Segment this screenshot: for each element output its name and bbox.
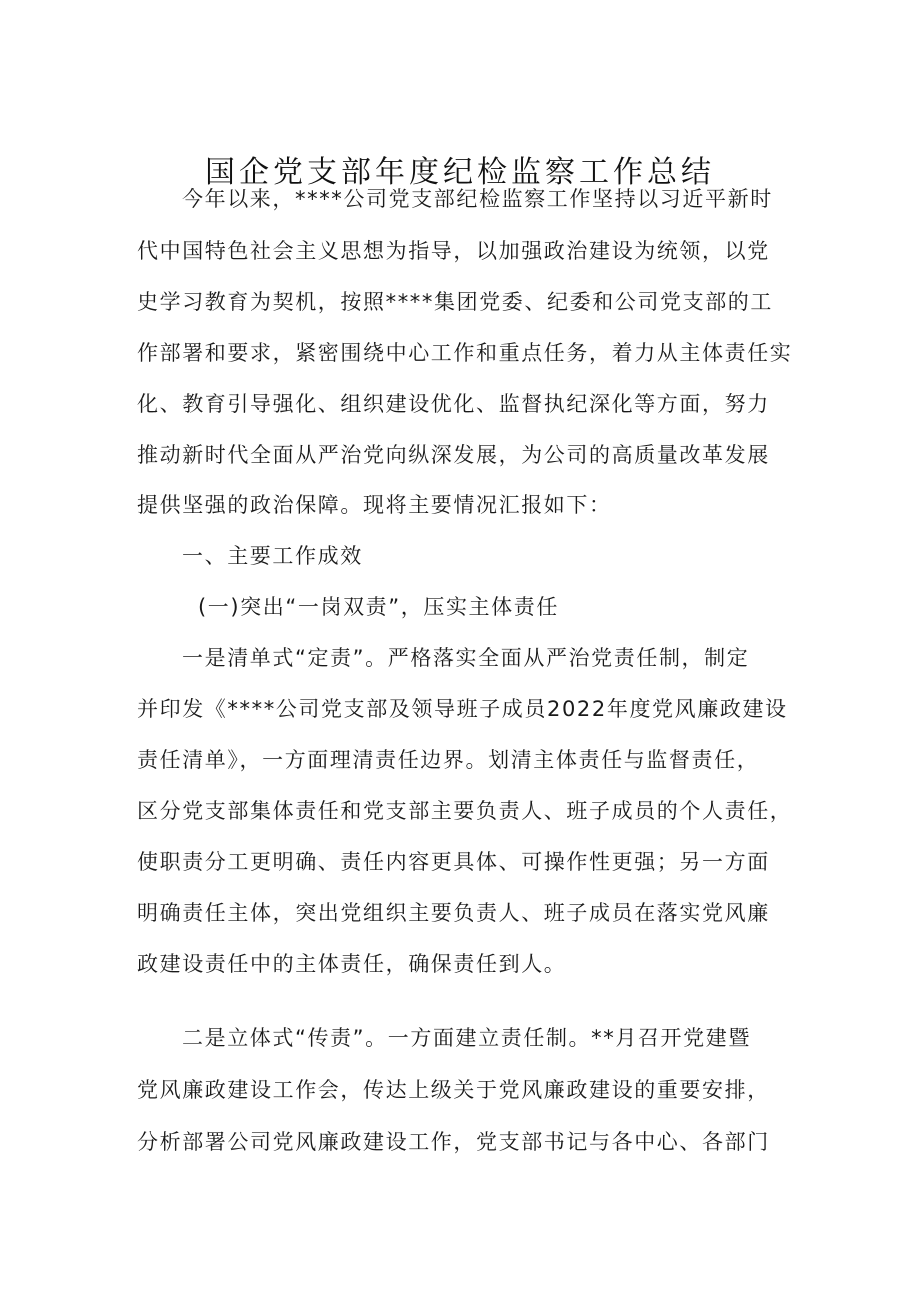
paragraph-line: 作部署和要求，紧密围绕中心工作和重点任务，着力从主体责任实: [137, 341, 793, 365]
paragraph-line: 史学习教育为契机，按照****集团党委、纪委和公司党支部的工: [137, 290, 773, 314]
paragraph-line: 代中国特色社会主义思想为指导，以加强政治建设为统领，以党: [137, 239, 770, 263]
section-heading: 一、主要工作成效: [182, 544, 363, 568]
paragraph-line: 明确责任主体，突出党组织主要负责人、班子成员在落实党风廉: [137, 901, 770, 925]
paragraph-line: 责任清单》，一方面理清责任边界。划清主体责任与监督责任，: [137, 748, 760, 772]
paragraph-line: 今年以来，****公司党支部纪检监察工作坚持以习近平新时: [182, 187, 773, 211]
paragraph-line: 化、教育引导强化、组织建设优化、监督执纪深化等方面，努力: [137, 392, 770, 416]
paragraph-line: 推动新时代全面从严治党向纵深发展，为公司的高质量改革发展: [137, 443, 770, 467]
document-title: 国企党支部年度纪检监察工作总结: [205, 155, 715, 190]
paragraph-line: 政建设责任中的主体责任，确保责任到人。: [137, 952, 567, 976]
paragraph-line: 党风廉政建设工作会，传达上级关于党风廉政建设的重要安排，: [137, 1078, 770, 1102]
paragraph-line: 并印发《****公司党支部及领导班子成员2022年度党风廉政建设: [137, 697, 788, 721]
paragraph-line: 区分党支部集体责任和党支部主要负责人、班子成员的个人责任，: [137, 799, 793, 823]
paragraph-line: 一是清单式“定责”。严格落实全面从严治党责任制，制定: [182, 646, 750, 670]
paragraph-line: 分析部署公司党风廉政建设工作，党支部书记与各中心、各部门: [137, 1130, 770, 1154]
subsection-heading: (一)突出“一岗双责”，压实主体责任: [198, 595, 559, 619]
paragraph-line: 提供坚强的政治保障。现将主要情况汇报如下：: [137, 493, 612, 517]
paragraph-line: 使职责分工更明确、责任内容更具体、可操作性更强；另一方面: [137, 850, 770, 874]
paragraph-line: 二是立体式“传责”。一方面建立责任制。**月召开党建暨: [182, 1026, 751, 1050]
